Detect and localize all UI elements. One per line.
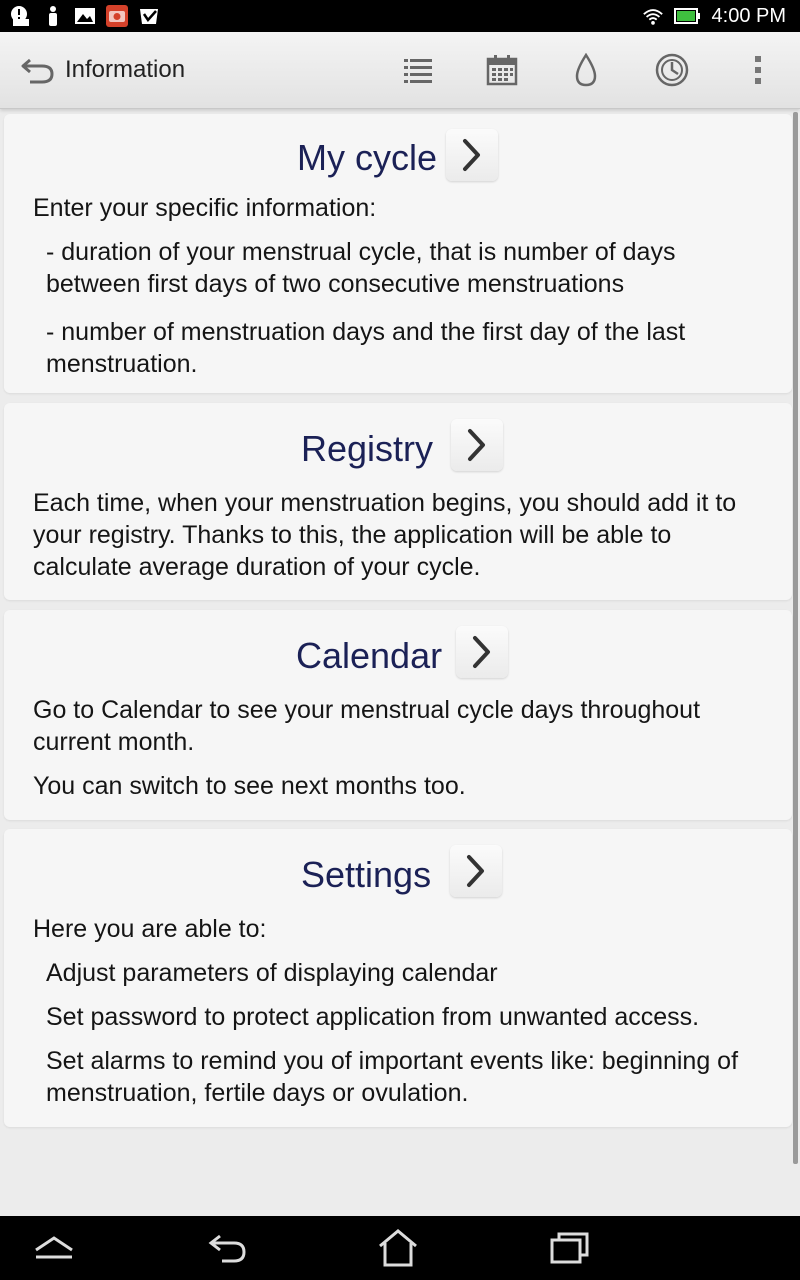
section-text: - duration of your menstrual cycle, that is number of days between first days of two consecutive menstruations [46, 238, 676, 298]
scrollbar[interactable] [793, 112, 798, 1164]
section-text: Adjust parameters of displaying calendar [46, 959, 498, 987]
calendar-icon[interactable] [482, 50, 522, 90]
information-content[interactable] [0, 110, 800, 1216]
section-title: Registry [301, 428, 434, 469]
nav-up-icon[interactable] [30, 1226, 78, 1270]
camera-app-icon [106, 5, 128, 27]
notification-figure-icon [42, 5, 64, 27]
section-text: Each time, when your menstruation begins, you should add it to your registry. Thanks to this, the application will be able to calculate average duration of your cycle. [33, 489, 737, 581]
section-registry [4, 403, 792, 600]
overflow-menu-icon[interactable] [738, 50, 778, 90]
drop-icon[interactable] [566, 50, 606, 90]
section-title: My cycle [297, 137, 438, 178]
navigation-bar [0, 1216, 800, 1280]
gallery-icon [74, 5, 96, 27]
nav-home-icon[interactable] [374, 1226, 422, 1270]
section-settings [4, 829, 792, 1127]
section-text: Go to Calendar to see your menstrual cycle days throughout current month. [33, 696, 701, 756]
section-my-cycle [4, 114, 792, 393]
nav-recents-icon[interactable] [546, 1226, 594, 1270]
store-bag-icon [138, 5, 160, 27]
wifi-icon [642, 5, 664, 27]
my-cycle-open-button[interactable] [446, 129, 498, 181]
chevron-right-icon [464, 853, 488, 889]
action-bar [0, 32, 800, 109]
notification-exclaim-icon [10, 5, 32, 27]
status-bar [0, 0, 800, 32]
status-bar-system [642, 0, 786, 32]
nav-back-icon[interactable] [204, 1226, 252, 1270]
calendar-open-button[interactable] [456, 626, 508, 678]
settings-open-button[interactable] [450, 845, 502, 897]
section-text: Set alarms to remind you of important events like: beginning of menstruation, fertile days or ovulation. [46, 1047, 739, 1107]
back-arrow-icon[interactable] [20, 54, 56, 86]
section-title: Settings [301, 854, 432, 895]
section-title: Calendar [296, 635, 443, 676]
section-text: You can switch to see next months too. [33, 772, 466, 800]
chevron-right-icon [465, 427, 489, 463]
section-calendar [4, 610, 792, 820]
status-bar-notifications [10, 5, 160, 27]
section-text: Set password to protect application from unwanted access. [46, 1003, 700, 1031]
page-title: Information [65, 56, 186, 83]
section-text: Here you are able to: [33, 915, 267, 943]
chevron-right-icon [470, 634, 494, 670]
status-time: 4:00 PM [711, 4, 786, 27]
section-text: - number of menstruation days and the first day of the last menstruation. [46, 318, 686, 378]
registry-open-button[interactable] [451, 419, 503, 471]
list-icon[interactable] [398, 50, 438, 90]
clock-icon[interactable] [652, 50, 692, 90]
chevron-right-icon [460, 137, 484, 173]
section-text: Enter your specific information: [33, 194, 377, 222]
battery-icon [674, 5, 702, 27]
